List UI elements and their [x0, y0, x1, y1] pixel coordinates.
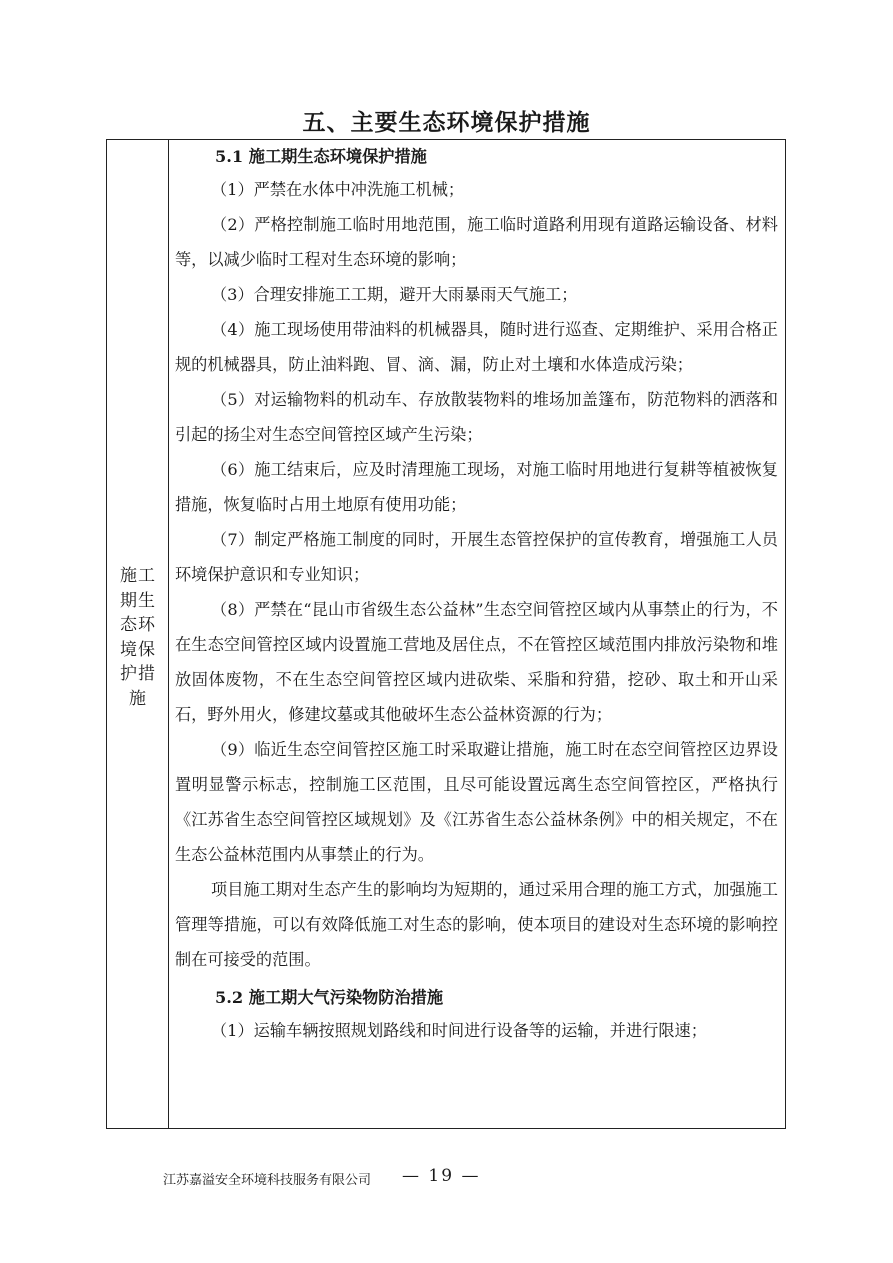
measure-item-5: （5）对运输物料的机动车、存放散装物料的堆场加盖篷布，防范物料的洒落和引起的扬尘对生态空间管控区域产生污染；: [175, 390, 778, 444]
air-measure-item-1: （1）运输车辆按照规划路线和时间进行设备等的运输，并进行限速；: [211, 1021, 707, 1040]
page-number: — 19 —: [402, 1166, 481, 1186]
page-footer: [0, 1166, 893, 1190]
section-heading-5-1: 5.1 施工期生态环境保护措施: [215, 147, 427, 166]
category-label: 施工期生态环境保护措施: [120, 566, 156, 709]
footer-company: 江苏嘉溢安全环境科技服务有限公司: [163, 1173, 372, 1188]
measures-table: [106, 139, 786, 1129]
measure-item-1: （1）严禁在水体中冲洗施工机械；: [211, 180, 465, 199]
measure-item-8: （8）严禁在“昆山市省级生态公益林”生态空间管控区域内从事禁止的行为，不在生态空间管控区域内设置施工营地及居住点，不在管控区域范围内排放污染物和堆放固体废物，不在生态空间管控区域内进砍柴、采脂和狩猎，挖砂、取土和开山采石，野外用火，修建坟墓或其他破坏生态公益林资源的行为；: [175, 600, 778, 724]
content-cell: [169, 140, 785, 1128]
measure-item-3: （3）合理安排施工工期，避开大雨暴雨天气施工；: [211, 285, 578, 304]
measure-item-2: （2）严格控制施工临时用地范围，施工临时道路利用现有道路运输设备、材料等，以减少临时工程对生态环境的影响；: [175, 215, 778, 269]
measure-item-6: （6）施工结束后，应及时清理施工现场，对施工临时用地进行复耕等植被恢复措施，恢复临时占用土地原有使用功能；: [175, 460, 778, 514]
page-title: 五、主要生态环境保护措施: [302, 109, 591, 136]
category-cell: [107, 140, 169, 1128]
section-heading-5-2: 5.2 施工期大气污染物防治措施: [215, 988, 444, 1007]
measure-item-9: （9）临近生态空间管控区施工时采取避让措施，施工时在态空间管控区边界设置明显警示标志，控制施工区范围，且尽可能设置远离生态空间管控区，严格执行《江苏省生态空间管控区域规划》及《江苏省生态公益林条例》中的相关规定，不在生态公益林范围内从事禁止的行为。: [175, 740, 778, 864]
measure-item-4: （4）施工现场使用带油料的机械器具，随时进行巡查、定期维护、采用合格正规的机械器具，防止油料跑、冒、滴、漏，防止对土壤和水体造成污染；: [175, 320, 778, 374]
measure-item-7: （7）制定严格施工制度的同时，开展生态管控保护的宣传教育，增强施工人员环境保护意识和专业知识；: [175, 530, 778, 584]
summary-paragraph: 项目施工期对生态产生的影响均为短期的，通过采用合理的施工方式，加强施工管理等措施，可以有效降低施工对生态的影响，使本项目的建设对生态环境的影响控制在可接受的范围。: [175, 880, 778, 969]
